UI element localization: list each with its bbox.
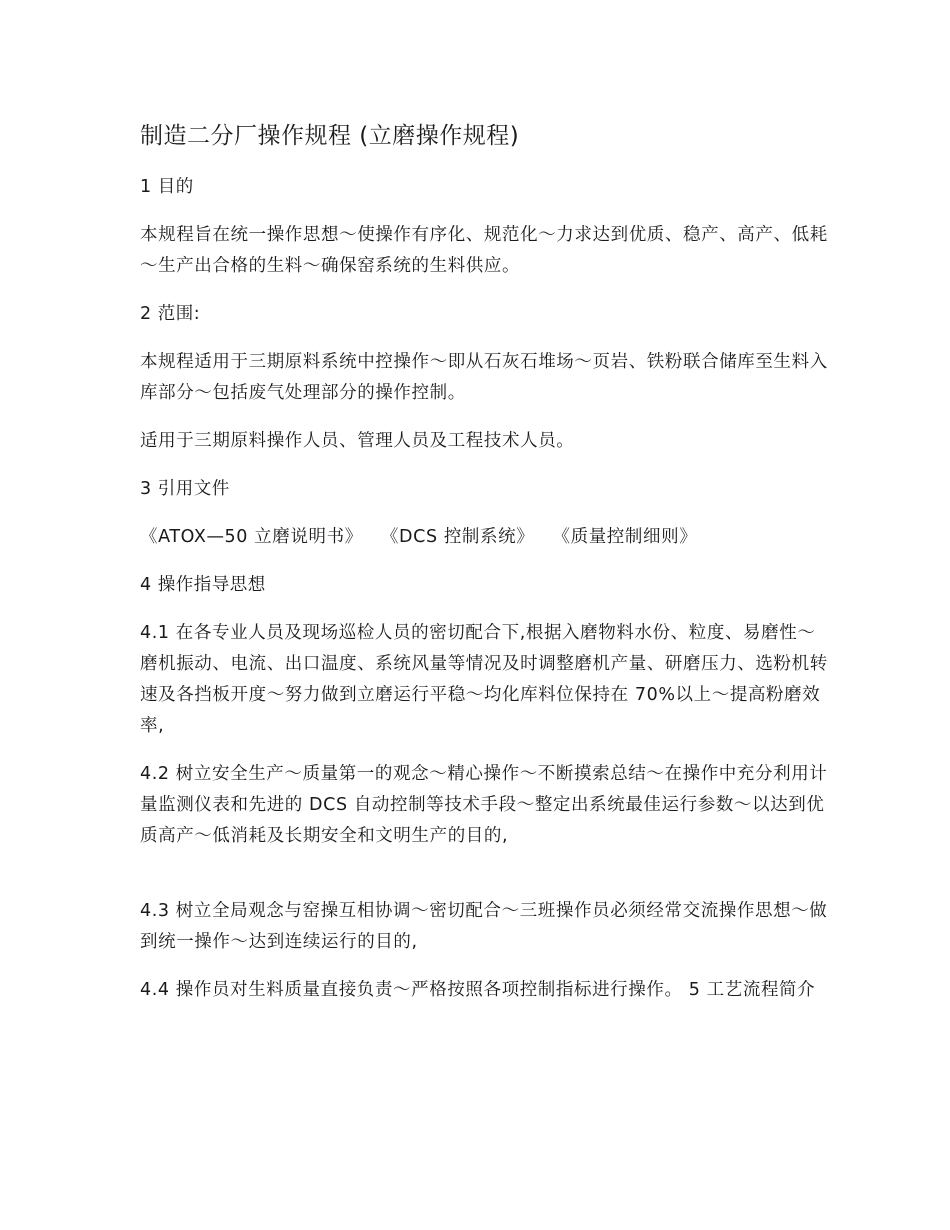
section-heading-references: 3 引用文件 xyxy=(140,479,230,499)
guidance-paragraph-4-1: 4.1 在各专业人员及现场巡检人员的密切配合下,根据入磨物料水份、粒度、易磨性～磨机振动、电流、出口温度、系统风量等情况及时调整磨机产量、研磨压力、选粉机转速及各挡板开度～努力做到立磨运行平稳～均化库料位保持在 70%以上～提高粉磨效率, xyxy=(140,623,828,736)
guidance-paragraph-4-3: 4.3 树立全局观念与窑操互相协调～密切配合～三班操作员必须经常交流操作思想～做到统一操作～达到连续运行的目的, xyxy=(140,901,828,952)
guidance-paragraph-4-2: 4.2 树立安全生产～质量第一的观念～精心操作～不断摸索总结～在操作中充分利用计量监测仪表和先进的 DCS 自动控制等技术手段～整定出系统最佳运行参数～以达到优质高产～低消耗及长期安全和文明生产的目的, xyxy=(140,764,828,846)
section-heading-scope: 2 范围: xyxy=(140,304,201,324)
document-page xyxy=(140,118,830,1023)
reference-item: 《质量控制细则》 xyxy=(552,527,698,547)
scope-paragraph: 本规程适用于三期原料系统中控操作～即从石灰石堆场～页岩、铁粉联合储库至生料入库部分～包括废气处理部分的操作控制。 xyxy=(140,352,828,403)
purpose-paragraph: 本规程旨在统一操作思想～使操作有序化、规范化～力求达到优质、稳产、高产、低耗～生产出合格的生料～确保窑系统的生料供应。 xyxy=(140,225,828,276)
reference-item: 《DCS 控制系统》 xyxy=(380,527,535,547)
section-heading-purpose: 1 目的 xyxy=(140,177,194,197)
scope-personnel-paragraph: 适用于三期原料操作人员、管理人员及工程技术人员。 xyxy=(140,431,575,451)
section-heading-guidance: 4 操作指导思想 xyxy=(140,575,266,595)
reference-item: 《ATOX—50 立磨说明书》 xyxy=(140,527,363,547)
document-title: 制造二分厂操作规程 (立磨操作规程) xyxy=(140,123,520,149)
reference-list xyxy=(140,522,830,553)
guidance-paragraph-4-4: 4.4 操作员对生料质量直接负责～严格按照各项控制指标进行操作。 5 工艺流程简介 xyxy=(140,980,816,1000)
